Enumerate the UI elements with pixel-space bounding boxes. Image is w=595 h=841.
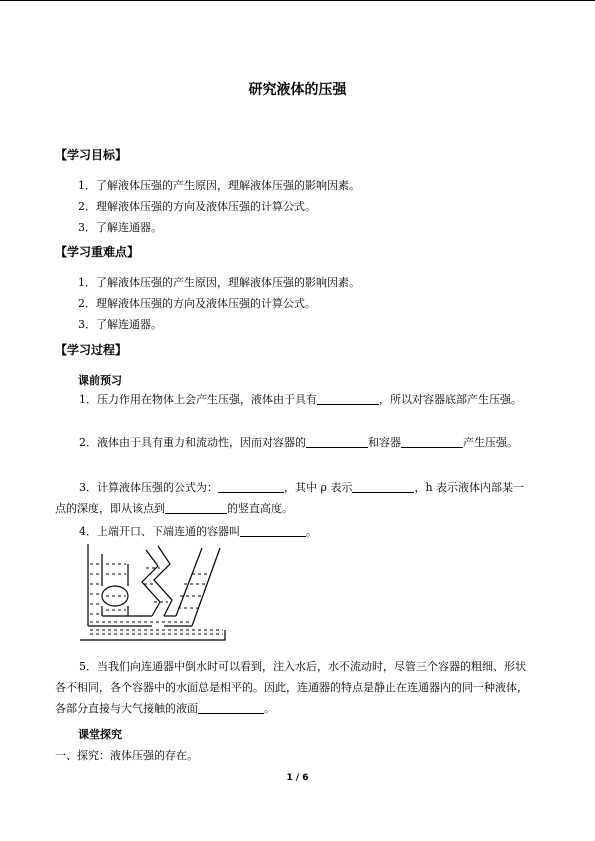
answer-blank[interactable] [352, 481, 414, 493]
question-1: 1．压力作用在物体上会产生压强，液体由于具有 ，所以对容器底部产生压强。 [79, 393, 522, 406]
document-title: 研究液体的压强 [248, 82, 347, 98]
subheading-class-explore: 课堂探究 [78, 728, 122, 741]
page-number: 1 / 6 [286, 773, 309, 783]
answer-blank[interactable] [218, 481, 284, 493]
answer-blank[interactable] [306, 436, 368, 448]
answer-blank[interactable] [317, 393, 379, 405]
subheading-preview: 课前预习 [78, 374, 122, 387]
question-3: 3．计算液体压强的公式为： ，其中 ρ 表示 ，h 表示液体内部某一点的深度，即从该点到 的竖直高度。 [55, 481, 525, 515]
keypoint-item-2: 2．理解液体压强的方向及液体压强的计算公式。 [78, 297, 316, 310]
heading-learning-goals: 【学习目标】 [55, 148, 128, 162]
heading-learning-process: 【学习过程】 [55, 343, 128, 357]
question-4: 4．上端开口、下端连通的容器叫 。 [79, 525, 317, 538]
question-5: 5．当我们向连通器中倒水时可以看到，注入水后，水不流动时，尽管三个容器的粗细、形状各不相同，各个容器中的水面总是相平的。因此，连通器的特点是静止在连通器内的同一种液体，各部分直接与大气接触的液面 。 [55, 660, 528, 715]
goal-item-2: 2．理解液体压强的方向及液体压强的计算公式。 [78, 200, 316, 213]
explore-item-1: 一、探究：液体压强的存在。 [55, 749, 198, 762]
goal-item-1: 1．了解液体压强的产生原因，理解液体压强的影响因素。 [78, 179, 360, 192]
goal-item-3: 3．了解连通器。 [78, 221, 162, 234]
answer-blank[interactable] [401, 436, 463, 448]
keypoint-item-3: 3．了解连通器。 [78, 318, 162, 331]
keypoint-item-1: 1．了解液体压强的产生原因，理解液体压强的影响因素。 [78, 276, 360, 289]
answer-blank[interactable] [198, 702, 264, 714]
page-top-rule [0, 0, 595, 1]
question-2: 2．液体由于具有重力和流动性，因而对容器的 和容器 产生压强。 [79, 436, 518, 449]
answer-blank[interactable] [240, 525, 306, 537]
connected-vessels-figure [80, 544, 230, 644]
heading-key-points: 【学习重难点】 [55, 245, 140, 259]
answer-blank[interactable] [165, 502, 227, 514]
